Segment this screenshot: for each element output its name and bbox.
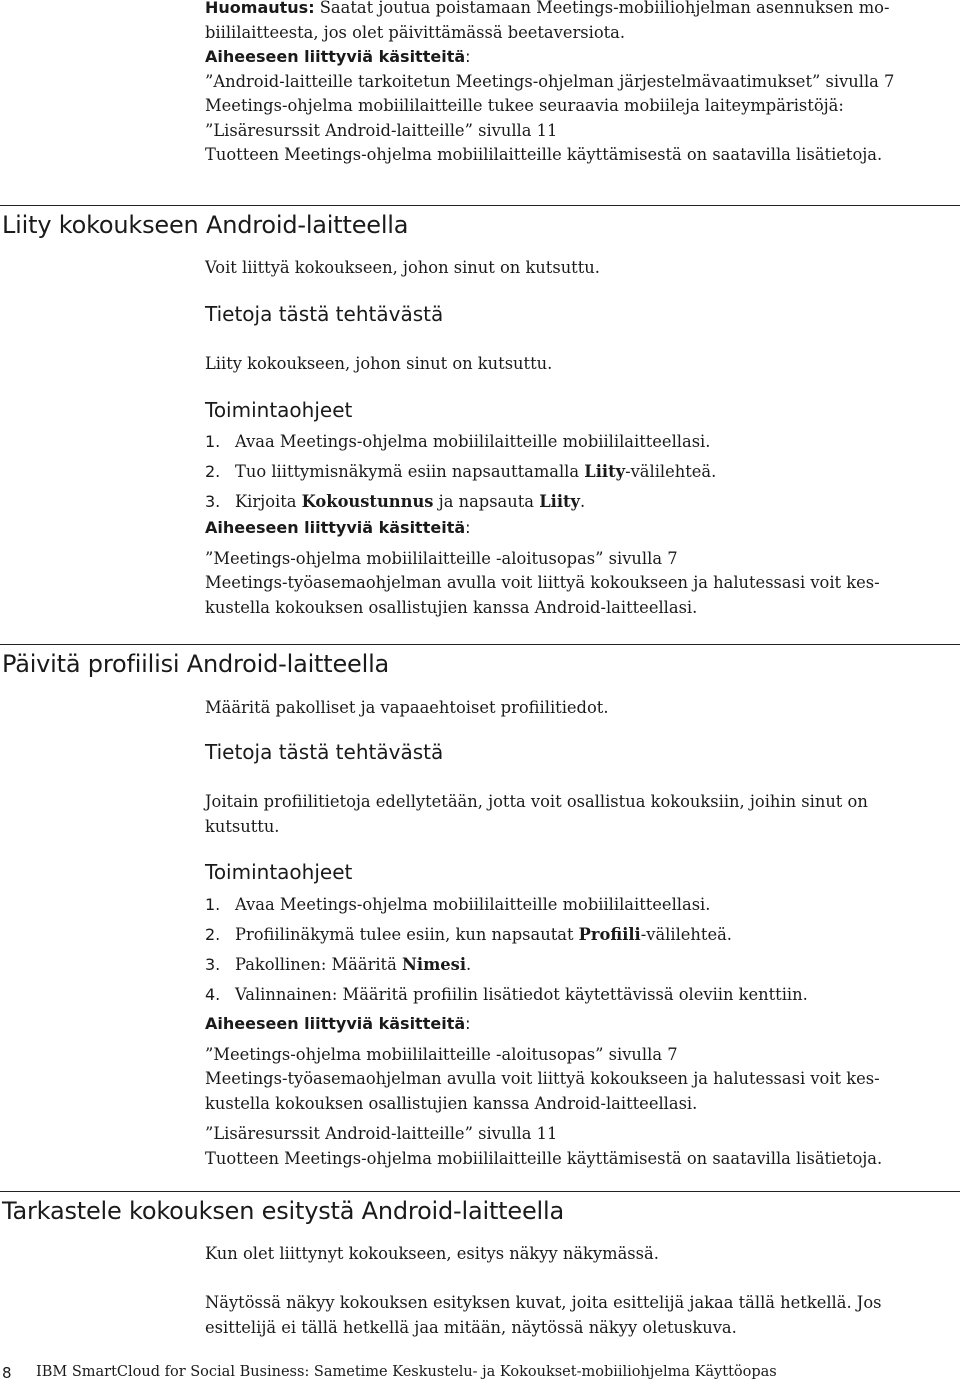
footer-title: IBM SmartCloud for Social Business: Sametime Keskustelu- ja Kokoukset-mobiiliohjelma Käyttöopas [36, 1364, 777, 1380]
related-link-getting-started[interactable]: ”Meetings-ohjelma mobiililaitteille -aloitusopas” [205, 548, 604, 568]
steps-title: Toimintaohjeet [205, 398, 353, 422]
related-block [205, 1012, 945, 1171]
related-link-row [205, 1043, 945, 1068]
page-ref: sivulla 7 [608, 1044, 678, 1064]
related-link-sysreq[interactable]: ”Android-laitteille tarkoitetun Meetings-ohjelman järjestelmävaatimukset” [205, 71, 821, 91]
page-ref: sivulla 11 [478, 120, 558, 140]
step-item: 4. Valinnainen: Määritä profiilin lisätiedot käytettävissä oleviin kenttiin. [205, 985, 808, 1004]
about-task-title: Tietoja tästä tehtävästä [205, 740, 444, 764]
step-item: 3. Pakollinen: Määritä Nimesi. [205, 955, 472, 974]
related-link-row [205, 1122, 945, 1147]
step-item: 2. Tuo liittymisnäkymä esiin napsauttamalla Liity-välilehteä. [205, 462, 717, 481]
related-link-resources[interactable]: ”Lisäresurssit Android-laitteille” [205, 120, 473, 140]
section-intro: Voit liittyä kokoukseen, johon sinut on kutsuttu. [205, 258, 600, 277]
related-link-desc: Meetings-työasemaohjelman avulla voit liittyä kokoukseen ja halutessasi voit kes- [205, 573, 880, 592]
related-heading: Aiheeseen liittyviä käsitteitä: [205, 47, 471, 66]
paragraph-line: Näytössä näkyy kokouksen esityksen kuvat, joita esittelijä jakaa tällä hetkellä. Jos [205, 1293, 882, 1312]
section-title-join: Liity kokoukseen Android-laitteella [2, 211, 409, 239]
related-link-getting-started[interactable]: ”Meetings-ohjelma mobiililaitteille -aloitusopas” [205, 1044, 604, 1064]
step-item: 2. Profiilinäkymä tulee esiin, kun napsautat Profiili-välilehteä. [205, 925, 732, 944]
intro-block [205, 0, 945, 168]
section-title-presentation: Tarkastele kokouksen esitystä Android-laitteella [2, 1197, 564, 1225]
step-item: 1. Avaa Meetings-ohjelma mobiililaitteille mobiililaitteellasi. [205, 895, 711, 914]
note-line-2: biililaitteesta, jos olet päivittämässä beetaversiota. [205, 22, 626, 42]
section-paragraph [205, 1291, 945, 1340]
note-label: Huomautus: [205, 0, 315, 17]
related-link-desc: Tuotteen Meetings-ohjelma mobiililaitteille käyttämisestä on saatavilla lisätietoja. [205, 145, 883, 164]
related-heading: Aiheeseen liittyviä käsitteitä: [205, 1014, 471, 1033]
page-ref: sivulla 7 [608, 548, 678, 568]
related-link-resources[interactable]: ”Lisäresurssit Android-laitteille” [205, 1124, 473, 1143]
page-ref: sivulla 7 [825, 71, 895, 91]
note-text: Saatat joutua poistamaan Meetings-mobiiliohjelman asennuksen mo- [319, 0, 890, 17]
about-line: Joitain profiilitietoja edellytetään, jotta voit osallistua kokouksiin, joihin sinut on [205, 792, 868, 811]
step-item: 3. Kirjoita Kokoustunnus ja napsauta Liity. [205, 492, 586, 511]
related-link-desc: kustella kokouksen osallistujien kanssa Android-laitteellasi. [205, 597, 698, 617]
about-task-text [205, 790, 945, 839]
step-item: 1. Avaa Meetings-ohjelma mobiililaitteille mobiililaitteellasi. [205, 432, 711, 451]
related-block [205, 516, 945, 620]
section-divider [0, 644, 960, 645]
section-divider [0, 1191, 960, 1192]
about-task-text: Liity kokoukseen, johon sinut on kutsuttu. [205, 354, 553, 373]
note-line-1 [205, 0, 945, 21]
section-divider [0, 205, 960, 206]
related-link-desc: Tuotteen Meetings-ohjelma mobiililaitteille käyttämisestä on saatavilla lisätietoja. [205, 1148, 883, 1168]
steps-title: Toimintaohjeet [205, 860, 353, 884]
about-task-title: Tietoja tästä tehtävästä [205, 302, 444, 326]
section-title-profile: Päivitä profiilisi Android-laitteella [2, 650, 390, 678]
section-paragraph: Kun olet liittynyt kokoukseen, esitys näkyy näkymässä. [205, 1244, 659, 1263]
related-link-desc: kustella kokouksen osallistujien kanssa Android-laitteellasi. [205, 1093, 698, 1113]
page-ref: sivulla 11 [478, 1124, 558, 1143]
related-link-desc: Meetings-ohjelma mobiililaitteille tukee seuraavia mobiileja laiteympäristöjä: [205, 96, 844, 115]
related-link-row [205, 547, 945, 572]
paragraph-line: esittelijä ei tällä hetkellä jaa mitään, näytössä näkyy oletuskuva. [205, 1317, 737, 1337]
related-heading: Aiheeseen liittyviä käsitteitä: [205, 518, 471, 537]
related-link-row [205, 119, 945, 144]
about-line: kutsuttu. [205, 816, 280, 836]
related-link-row [205, 70, 945, 95]
page-number: 8 [2, 1364, 12, 1382]
related-link-desc: Meetings-työasemaohjelman avulla voit liittyä kokoukseen ja halutessasi voit kes- [205, 1069, 880, 1088]
section-intro: Määritä pakolliset ja vapaaehtoiset profiilitiedot. [205, 698, 609, 717]
